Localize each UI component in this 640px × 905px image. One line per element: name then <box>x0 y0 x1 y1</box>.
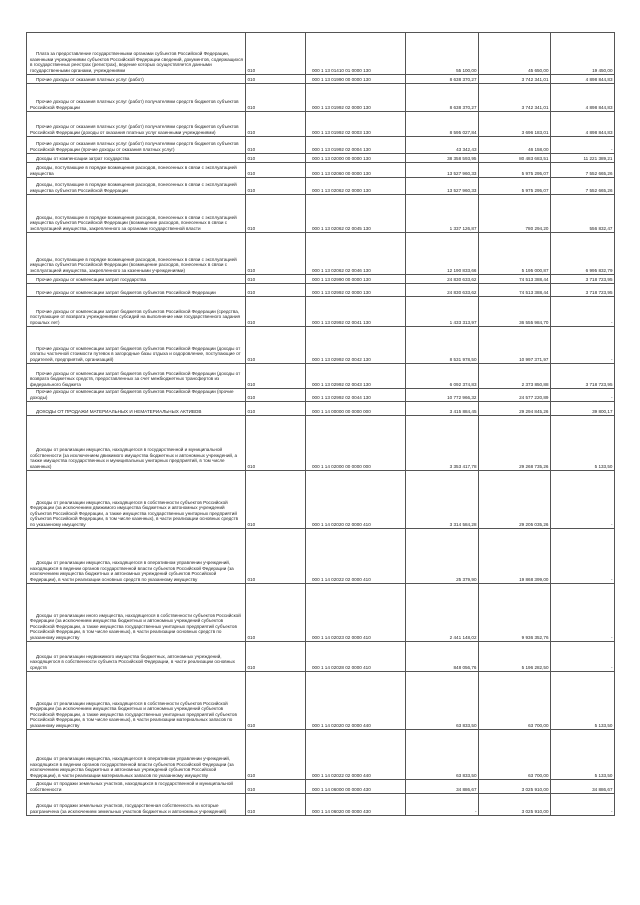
budget-classification-code-cell: 000 1 14 02022 02 0000 440 <box>306 730 406 780</box>
approved-amount-cell: 848 056,76 <box>406 642 479 672</box>
table-row <box>27 794 615 816</box>
income-name-cell <box>27 730 246 780</box>
executed-amount-cell: 3 025 910,00 <box>479 780 551 794</box>
income-name-cell <box>27 195 246 233</box>
income-name: Доходы от реализации недвижимого имущества бюджетных, автономных учреждений, находящегося в собственности субъекта Российской Федерации, в части реализации основных средств <box>30 653 235 670</box>
line-code-cell: 010 <box>246 233 306 275</box>
income-name-cell <box>27 84 246 112</box>
approved-amount-cell: 8 595 027,84 <box>406 112 479 137</box>
table-row <box>27 163 615 178</box>
budget-classification-code-cell: 000 1 13 01410 01 0000 130 <box>306 33 406 75</box>
unexecuted-amount-cell: - <box>551 584 615 642</box>
table-row <box>27 112 615 137</box>
income-name-cell <box>27 389 246 402</box>
approved-amount-cell: 55 100,00 <box>406 33 479 75</box>
budget-classification-code-cell: 000 1 13 01992 02 0000 130 <box>306 84 406 112</box>
budget-classification-code-cell: 000 1 14 00000 00 0000 000 <box>306 402 406 416</box>
table-row <box>27 178 615 195</box>
line-code-cell: 010 <box>246 730 306 780</box>
budget-classification-code-cell: 000 1 13 02060 00 0000 130 <box>306 163 406 178</box>
approved-amount-cell: 3 415 884,45 <box>406 402 479 416</box>
unexecuted-amount-cell: - <box>551 794 615 816</box>
budget-classification-code-cell: 000 1 13 02992 02 0000 130 <box>306 284 406 297</box>
income-name: Прочие доходы от компенсации затрат бюджетов субъектов Российской Федерации (прочие доходы) <box>30 389 234 400</box>
income-name: Доходы от реализации имущества, находящегося в собственности субъектов Российской Федерации (за исключением имущества бюджетных и автономных учреждений субъектов Российской Федерации, а также имущества государственных унитарных предприятий субъектов Российской Федерации, в том числе казенных), в части реализации материальных запасов по указанному имуществу <box>30 700 237 728</box>
table-row <box>27 402 615 416</box>
table-row <box>27 730 615 780</box>
income-name-cell <box>27 529 246 584</box>
line-code-cell: 010 <box>246 195 306 233</box>
income-name: Доходы, поступающие в порядке возмещения расходов, понесенных в связи с эксплуатацией имущества <box>30 165 237 176</box>
executed-amount-cell: 29 205 035,26 <box>479 471 551 529</box>
executed-amount-cell: 780 294,20 <box>479 195 551 233</box>
income-name: Доходы от реализации имущества, находящегося в собственности субъектов Российской Федерации (за исключением движимого имущества бюджетных и автономных учреждений субъектов Российской Федерации, а также имущества государственных унитарных предприятий субъектов Российской Федерации, в том числе казенных), в части реализации основных средств по указанному имуществу <box>30 499 239 527</box>
table-row <box>27 84 615 112</box>
income-name: Доходы от продажи земельных участков, находящихся в государственной и муниципальной собственности <box>30 781 233 792</box>
line-code-cell: 010 <box>246 780 306 794</box>
executed-amount-cell: 5 195 000,87 <box>479 233 551 275</box>
income-name-cell <box>27 178 246 195</box>
unexecuted-amount-cell: - <box>551 642 615 672</box>
income-name-cell <box>27 780 246 794</box>
executed-amount-cell: 63 700,00 <box>479 672 551 730</box>
budget-classification-code-cell: 000 1 13 02992 02 0042 130 <box>306 327 406 364</box>
executed-amount-cell: 3 742 341,01 <box>479 84 551 112</box>
line-code-cell: 010 <box>246 642 306 672</box>
table-row <box>27 154 615 163</box>
approved-amount-cell: 1 337 126,87 <box>406 195 479 233</box>
income-name: Доходы, поступающие в порядке возмещения расходов, понесенных в связи с эксплуатацией имущества субъектов Российской Федерации (возмещение расходов, понесенных в связи с эксплуатацией имущества, закрепленного за органами государственной власти <box>30 214 237 231</box>
approved-amount-cell: 63 833,50 <box>406 730 479 780</box>
executed-amount-cell: 5 975 295,07 <box>479 178 551 195</box>
line-code-cell: 010 <box>246 794 306 816</box>
table-row <box>27 75 615 84</box>
line-code-cell: 010 <box>246 154 306 163</box>
line-code-cell: 010 <box>246 297 306 327</box>
executed-amount-cell: 46 158,00 <box>479 137 551 154</box>
approved-amount-cell: 38 358 593,95 <box>406 154 479 163</box>
table-row <box>27 672 615 730</box>
line-code-cell: 010 <box>246 584 306 642</box>
income-name: Доходы от реализации имущества, находящегося в государственной и муниципальной собственности (за исключением движимого имущества бюджетных и автономных учреждений, а также имущества государственных и муниципальных унитарных предприятий, в том числе казенных) <box>30 447 238 469</box>
executed-amount-cell: 2 373 850,88 <box>479 364 551 389</box>
approved-amount-cell: 3 353 417,78 <box>406 416 479 471</box>
line-code-cell: 010 <box>246 389 306 402</box>
approved-amount-cell: 1 433 313,97 <box>406 297 479 327</box>
unexecuted-amount-cell: 3 718 723,95 <box>551 364 615 389</box>
table-row <box>27 389 615 402</box>
revenue-execution-table <box>26 32 615 816</box>
budget-classification-code-cell: 000 1 14 02020 02 0000 440 <box>306 672 406 730</box>
line-code-cell: 010 <box>246 75 306 84</box>
budget-classification-code-cell: 000 1 13 01992 02 0003 130 <box>306 112 406 137</box>
table-row <box>27 416 615 471</box>
line-code-cell: 010 <box>246 327 306 364</box>
approved-amount-cell: 3 314 584,28 <box>406 471 479 529</box>
income-name-cell <box>27 327 246 364</box>
executed-amount-cell: 5 196 282,50 <box>479 642 551 672</box>
budget-classification-code-cell: 000 1 13 02990 00 0000 130 <box>306 275 406 284</box>
approved-amount-cell: 12 190 833,66 <box>406 233 479 275</box>
budget-classification-code-cell: 000 1 14 06000 00 0000 430 <box>306 780 406 794</box>
income-name-cell <box>27 233 246 275</box>
budget-classification-code-cell: 000 1 14 02022 02 0000 410 <box>306 529 406 584</box>
unexecuted-amount-cell: 3 718 723,95 <box>551 275 615 284</box>
income-name: ДОХОДЫ ОТ ПРОДАЖИ МАТЕРИАЛЬНЫХ И НЕМАТЕРИАЛЬНЫХ АКТИВОВ <box>36 408 202 414</box>
table-row <box>27 584 615 642</box>
unexecuted-amount-cell: 5 133,50 <box>551 672 615 730</box>
table-row <box>27 780 615 794</box>
income-name: Плата за предоставление государственными органами субъектов Российской Федерации, казенными учреждениями субъектов Российской Федерации сведений, документов, содержащихся в государственных реестрах (регистрах), ведение которых осуществляется данными государственными органами, учреждениями <box>30 51 243 73</box>
line-code-cell: 010 <box>246 402 306 416</box>
approved-amount-cell: 63 833,50 <box>406 672 479 730</box>
line-code-cell: 010 <box>246 416 306 471</box>
executed-amount-cell: 3 025 910,00 <box>479 794 551 816</box>
table-row <box>27 529 615 584</box>
income-name: Прочие доходы от компенсации затрат бюджетов субъектов Российской Федерации (средства, поступающие от возврата учреждениями субсидий на выполнение ими государственного задания прошлых лет) <box>30 308 240 325</box>
income-name-cell <box>27 642 246 672</box>
budget-classification-code-cell: 000 1 14 02023 02 0000 410 <box>306 584 406 642</box>
unexecuted-amount-cell: 7 552 665,26 <box>551 178 615 195</box>
line-code-cell: 010 <box>246 84 306 112</box>
approved-amount-cell: 34 886,67 <box>406 780 479 794</box>
income-name: Доходы от реализации иного имущества, находящегося в собственности субъектов Российской Федерации (за исключением имущества бюджетных и автономных учреждений субъектов Российской Федерации, а также имущества государственных унитарных предприятий субъектов Российской Федерации, в том числе казенных), в части реализации основных средств по указанному имуществу <box>30 612 241 640</box>
income-name: Прочие доходы от компенсации затрат бюджетов субъектов Российской Федерации (доходы от оплаты частичной стоимости путевок в загородные базы отдыха и оздоровление, поступающие от родителей, предприятий, организаций) <box>30 345 241 362</box>
income-name-cell <box>27 416 246 471</box>
executed-amount-cell: 74 513 388,44 <box>479 284 551 297</box>
unexecuted-amount-cell: - <box>551 137 615 154</box>
approved-amount-cell: 24 830 633,62 <box>406 275 479 284</box>
table-row <box>27 471 615 529</box>
unexecuted-amount-cell: - <box>551 471 615 529</box>
line-code-cell: 010 <box>246 284 306 297</box>
unexecuted-amount-cell: 4 898 844,83 <box>551 112 615 137</box>
budget-classification-code-cell: 000 1 13 02000 00 0000 130 <box>306 154 406 163</box>
approved-amount-cell: - <box>406 794 479 816</box>
income-name-cell <box>27 137 246 154</box>
income-name-cell <box>27 33 246 75</box>
line-code-cell: 010 <box>246 275 306 284</box>
unexecuted-amount-cell: - <box>551 327 615 364</box>
approved-amount-cell: 43 342,43 <box>406 137 479 154</box>
executed-amount-cell: 36 555 984,70 <box>479 297 551 327</box>
income-name-cell <box>27 112 246 137</box>
executed-amount-cell: 29 294 845,26 <box>479 402 551 416</box>
income-name-cell <box>27 584 246 642</box>
income-name: Прочие доходы от компенсации затрат государства <box>36 276 147 282</box>
unexecuted-amount-cell: - <box>551 389 615 402</box>
unexecuted-amount-cell: 34 886,67 <box>551 780 615 794</box>
line-code-cell: 010 <box>246 163 306 178</box>
executed-amount-cell: 9 936 352,76 <box>479 584 551 642</box>
unexecuted-amount-cell: 7 552 665,26 <box>551 163 615 178</box>
budget-classification-code-cell: 000 1 13 02062 02 0045 130 <box>306 195 406 233</box>
executed-amount-cell: 5 975 295,07 <box>479 163 551 178</box>
table-row <box>27 275 615 284</box>
income-name: Прочие доходы от оказания платных услуг (работ) получателями средств бюджетов субъектов Российской Федерации (прочие доходы от оказания платных услуг) <box>30 141 239 152</box>
approved-amount-cell: 24 830 633,62 <box>406 284 479 297</box>
income-name: Доходы, поступающие в порядке возмещения расходов, понесенных в связи с эксплуатацией имущества субъектов Российской Федерации <box>30 182 237 193</box>
table-row <box>27 284 615 297</box>
income-name-cell <box>27 297 246 327</box>
table-row <box>27 137 615 154</box>
budget-classification-code-cell: 000 1 13 02992 02 0044 130 <box>306 389 406 402</box>
line-code-cell: 010 <box>246 178 306 195</box>
budget-classification-code-cell: 000 1 14 02000 00 0000 000 <box>306 416 406 471</box>
unexecuted-amount-cell: 5 133,50 <box>551 730 615 780</box>
budget-classification-code-cell: 000 1 13 01990 00 0000 130 <box>306 75 406 84</box>
unexecuted-amount-cell: 39 800,17 <box>551 402 615 416</box>
income-name-cell <box>27 672 246 730</box>
approved-amount-cell: 6 092 374,83 <box>406 364 479 389</box>
executed-amount-cell: 19 868 399,00 <box>479 529 551 584</box>
unexecuted-amount-cell: 556 832,47 <box>551 195 615 233</box>
income-name: Прочие доходы от оказания платных услуг (работ) получателями средств бюджетов субъектов Российской Федерации <box>30 99 239 110</box>
approved-amount-cell: 8 531 978,50 <box>406 327 479 364</box>
executed-amount-cell: 74 513 388,44 <box>479 275 551 284</box>
approved-amount-cell: 8 638 370,27 <box>406 75 479 84</box>
income-name: Прочие доходы от компенсации затрат бюджетов субъектов Российской Федерации <box>36 289 216 295</box>
income-name: Доходы от реализации имущества, находящегося в оперативном управлении учреждений, находящихся в ведении органов государственной власти субъектов Российской Федерации (за исключением имущества бюджетных и автономных учреждений субъектов Российской Федерации), в части реализации основных средств по указанному имуществу <box>30 560 234 582</box>
approved-amount-cell: 8 638 370,27 <box>406 84 479 112</box>
line-code-cell: 010 <box>246 471 306 529</box>
table-row <box>27 642 615 672</box>
unexecuted-amount-cell: - <box>551 297 615 327</box>
table-row <box>27 233 615 275</box>
income-name-cell <box>27 163 246 178</box>
executed-amount-cell: 45 650,00 <box>479 33 551 75</box>
budget-classification-code-cell: 000 1 14 02028 02 0000 410 <box>306 642 406 672</box>
income-name-cell <box>27 794 246 816</box>
table-row <box>27 364 615 389</box>
income-name: Доходы от компенсации затрат государства <box>36 155 130 161</box>
unexecuted-amount-cell: 5 133,50 <box>551 416 615 471</box>
income-name: Доходы, поступающие в порядке возмещения расходов, понесенных в связи с эксплуатацией имущества субъектов Российской Федерации (возмещение расходов, понесенных в связи с эксплуатацией имущества, закрепленного за казенными учреждениями) <box>30 256 237 273</box>
budget-classification-code-cell: 000 1 13 02992 02 0041 130 <box>306 297 406 327</box>
executed-amount-cell: 80 483 683,51 <box>479 154 551 163</box>
executed-amount-cell: 29 268 735,26 <box>479 416 551 471</box>
income-name: Доходы от реализации имущества, находящегося в оперативном управлении учреждений, находящихся в ведении органов государственной власти субъектов Российской Федерации (за исключением имущества бюджетных и автономных учреждений субъектов Российской Федерации), в части реализации материальных запасов по указанному имуществу <box>30 756 234 778</box>
unexecuted-amount-cell: - <box>551 529 615 584</box>
budget-classification-code-cell: 000 1 13 02062 02 0046 130 <box>306 233 406 275</box>
unexecuted-amount-cell: 3 718 723,95 <box>551 284 615 297</box>
table-row <box>27 33 615 75</box>
approved-amount-cell: 10 772 966,32 <box>406 389 479 402</box>
line-code-cell: 010 <box>246 112 306 137</box>
table-row <box>27 195 615 233</box>
income-name-cell <box>27 284 246 297</box>
income-name: Прочие доходы от оказания платных услуг (работ) получателями средств бюджетов субъектов Российской Федерации (доходы от оказания платных услуг казенными учреждениями) <box>30 124 239 135</box>
executed-amount-cell: 10 997 371,97 <box>479 327 551 364</box>
unexecuted-amount-cell: 19 450,00 <box>551 33 615 75</box>
budget-classification-code-cell: 000 1 13 02992 02 0043 130 <box>306 364 406 389</box>
income-name: Прочие доходы от компенсации затрат бюджетов субъектов Российской Федерации (доходы от возврата бюджетных средств, предоставленных за счет межбюджетных трансфертов из федерального бюджета <box>30 370 241 387</box>
table-body <box>27 33 615 816</box>
executed-amount-cell: 24 577 220,89 <box>479 389 551 402</box>
line-code-cell: 010 <box>246 529 306 584</box>
unexecuted-amount-cell: 11 221 389,21 <box>551 154 615 163</box>
budget-classification-code-cell: 000 1 14 06020 00 0000 430 <box>306 794 406 816</box>
budget-classification-code-cell: 000 1 14 02020 02 0000 410 <box>306 471 406 529</box>
line-code-cell: 010 <box>246 33 306 75</box>
budget-classification-code-cell: 000 1 13 02062 02 0000 130 <box>306 178 406 195</box>
income-name-cell <box>27 154 246 163</box>
executed-amount-cell: 3 696 183,01 <box>479 112 551 137</box>
approved-amount-cell: 2 441 148,02 <box>406 584 479 642</box>
unexecuted-amount-cell: 4 898 844,83 <box>551 75 615 84</box>
line-code-cell: 010 <box>246 137 306 154</box>
executed-amount-cell: 3 742 341,01 <box>479 75 551 84</box>
unexecuted-amount-cell: 6 995 832,79 <box>551 233 615 275</box>
income-name: Доходы от продажи земельных участков, государственная собственность на которые разграничена (за исключением земельных участков бюджетных и автономных учреждений) <box>30 803 227 814</box>
executed-amount-cell: 63 700,00 <box>479 730 551 780</box>
income-name-cell <box>27 471 246 529</box>
income-name-cell <box>27 364 246 389</box>
line-code-cell: 010 <box>246 672 306 730</box>
approved-amount-cell: 25 379,90 <box>406 529 479 584</box>
line-code-cell: 010 <box>246 364 306 389</box>
unexecuted-amount-cell: 4 898 844,83 <box>551 84 615 112</box>
income-name-cell <box>27 75 246 84</box>
approved-amount-cell: 13 527 960,33 <box>406 163 479 178</box>
table-row <box>27 297 615 327</box>
table-row <box>27 327 615 364</box>
approved-amount-cell: 13 527 960,33 <box>406 178 479 195</box>
income-name-cell <box>27 275 246 284</box>
income-name-cell <box>27 402 246 416</box>
income-name: Прочие доходы от оказания платных услуг (работ) <box>36 76 144 82</box>
budget-classification-code-cell: 000 1 13 01992 02 0004 130 <box>306 137 406 154</box>
